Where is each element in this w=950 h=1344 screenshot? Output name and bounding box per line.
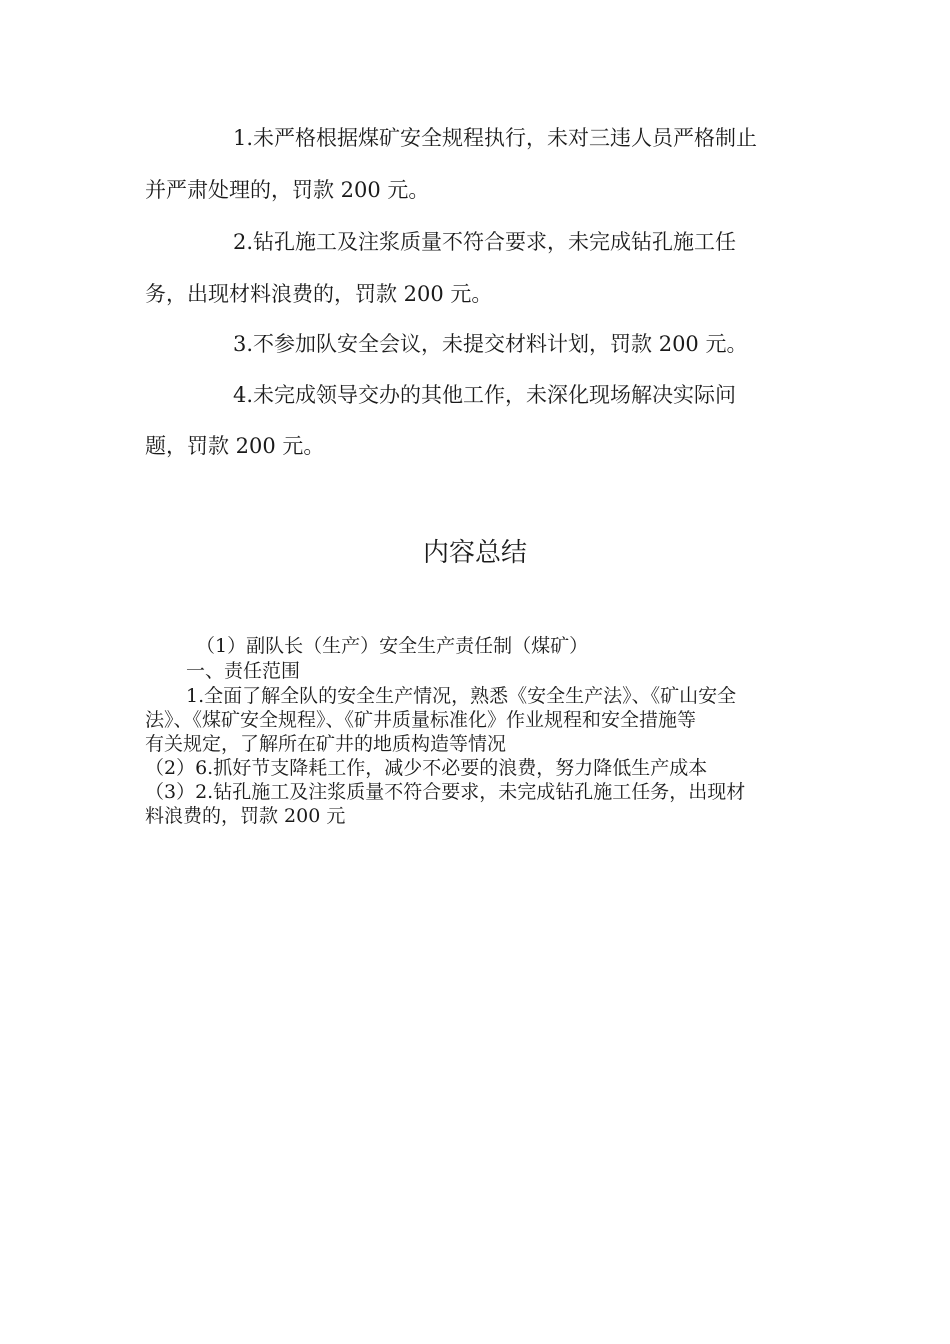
item-3-line-1: 3.不参加队安全会议，未提交材料计划，罚款 200 元。: [233, 332, 748, 356]
summary-line-6: （2）6.抓好节支降耗工作，减少不必要的浪费，努力降低生产成本: [145, 757, 708, 779]
item-4-line-1: 4.未完成领导交办的其他工作，未深化现场解决实际问: [233, 383, 737, 407]
summary-title: 内容总结: [422, 538, 527, 568]
item-2-line-2: 务，出现材料浪费的，罚款 200 元。: [145, 282, 493, 306]
summary-line-8: 料浪费的，罚款 200 元: [145, 805, 346, 827]
item-2-line-1: 2.钻孔施工及注浆质量不符合要求，未完成钻孔施工任: [233, 230, 737, 254]
summary-line-2: 一、责任范围: [186, 660, 301, 682]
summary-line-7: （3）2.钻孔施工及注浆质量不符合要求，未完成钻孔施工任务，出现材: [145, 781, 746, 803]
item-1-line-1: 1.未严格根据煤矿安全规程执行，未对三违人员严格制止: [233, 126, 758, 150]
summary-line-5: 有关规定，了解所在矿井的地质构造等情况: [145, 733, 507, 755]
summary-line-1: （1）副队长（生产）安全生产责任制（煤矿）: [196, 635, 589, 657]
item-1-line-2: 并严肃处理的，罚款 200 元。: [145, 178, 430, 202]
item-4-line-2: 题，罚款 200 元。: [145, 434, 325, 458]
summary-line-3: 1.全面了解全队的安全生产情况，熟悉《安全生产法》、《矿山安全: [186, 685, 737, 707]
summary-line-4: 法》、《煤矿安全规程》、《矿井质量标准化》作业规程和安全措施等: [145, 709, 697, 731]
